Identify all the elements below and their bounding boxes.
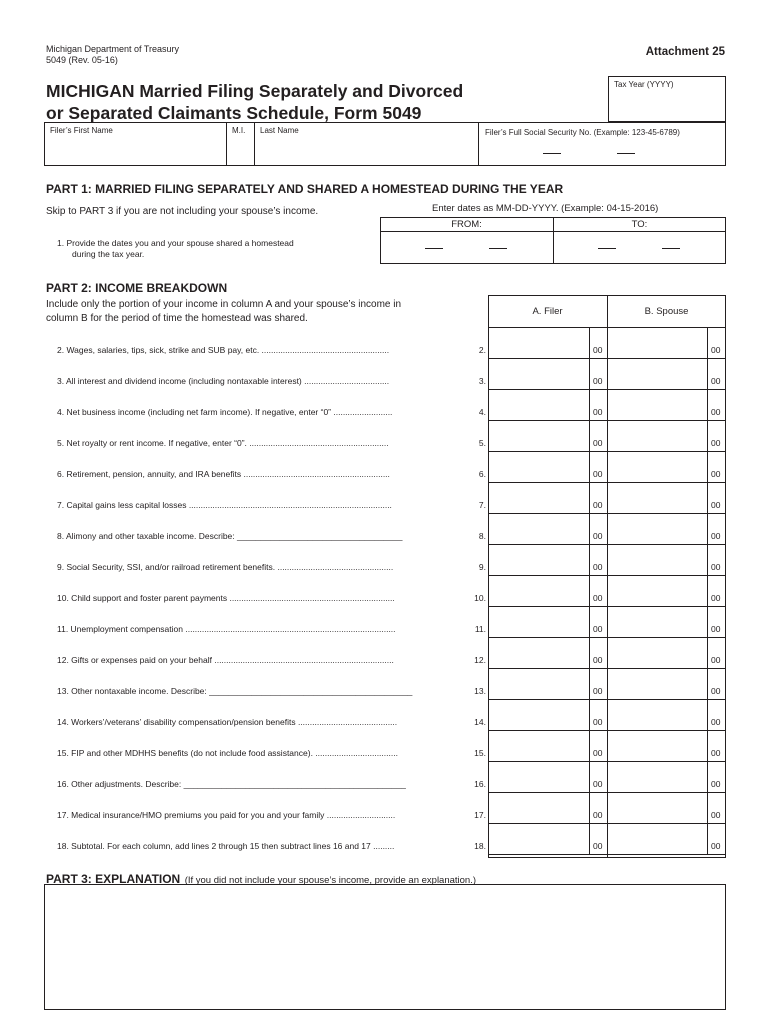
filer-cents: 00 bbox=[593, 810, 603, 820]
form-title-line1: MICHIGAN Married Filing Separately and Divorced bbox=[46, 81, 464, 101]
first-name-field[interactable] bbox=[45, 123, 225, 165]
form-title-line2: or Separated Claimants Schedule, Form 5049 bbox=[46, 103, 422, 123]
col-a-header: A. Filer bbox=[532, 306, 563, 317]
filer-amount-input[interactable] bbox=[489, 731, 588, 760]
filer-cents: 00 bbox=[593, 748, 603, 758]
ssn-label: Filer’s Full Social Security No. (Example: 123-45-6789) bbox=[485, 128, 680, 137]
filer-cents: 00 bbox=[593, 841, 603, 851]
income-line-text: 14. Workers’/veterans’ disability compensation/pension benefits .......................................... bbox=[57, 717, 398, 727]
spouse-cents: 00 bbox=[711, 655, 721, 665]
income-line-text: 9. Social Security, SSI, and/or railroad retirement benefits. ................................................. bbox=[57, 562, 394, 572]
tax-year-field[interactable] bbox=[608, 76, 726, 122]
part2-intro-line2: column B for the period of time the homestead was shared. bbox=[46, 313, 308, 324]
income-line-number: 17. bbox=[474, 810, 486, 820]
income-line-number: 5. bbox=[478, 438, 486, 448]
spouse-amount-input[interactable] bbox=[608, 545, 706, 574]
filer-amount-input[interactable] bbox=[489, 545, 588, 574]
filer-amount-input[interactable] bbox=[489, 669, 588, 698]
filer-amount-input[interactable] bbox=[489, 328, 588, 357]
spouse-cents: 00 bbox=[711, 376, 721, 386]
last-name-field[interactable] bbox=[255, 123, 477, 165]
spouse-cents: 00 bbox=[711, 717, 721, 727]
from-date-field[interactable] bbox=[381, 232, 552, 263]
filer-cents: 00 bbox=[593, 500, 603, 510]
income-line-number: 15. bbox=[474, 748, 486, 758]
mi-label: M.I. bbox=[232, 126, 246, 135]
spouse-cents: 00 bbox=[711, 779, 721, 789]
from-dash-2 bbox=[489, 248, 507, 249]
spouse-amount-input[interactable] bbox=[608, 824, 706, 853]
income-line-text: 4. Net business income (including net farm income). If negative, enter “0” ......................... bbox=[57, 407, 393, 417]
spouse-amount-input[interactable] bbox=[608, 762, 706, 791]
income-line-text: 16. Other adjustments. Describe: _______________________________________________ bbox=[57, 779, 406, 789]
part3-paren: (If you did not include your spouse’s income, provide an explanation.) bbox=[184, 875, 477, 886]
filer-cents: 00 bbox=[593, 345, 603, 355]
income-line-number: 2. bbox=[478, 345, 486, 355]
to-label: TO: bbox=[631, 219, 648, 230]
spouse-amount-input[interactable] bbox=[608, 421, 706, 450]
income-line-text: 6. Retirement, pension, annuity, and IRA benefits .............................................................. bbox=[57, 469, 390, 479]
spouse-amount-input[interactable] bbox=[608, 328, 706, 357]
ssn-dash-1 bbox=[543, 153, 561, 154]
spouse-cents: 00 bbox=[711, 531, 721, 541]
spouse-amount-input[interactable] bbox=[608, 483, 706, 512]
spouse-cents: 00 bbox=[711, 810, 721, 820]
income-line-number: 14. bbox=[474, 717, 486, 727]
filer-cents: 00 bbox=[593, 779, 603, 789]
filer-amount-input[interactable] bbox=[489, 483, 588, 512]
spouse-cents: 00 bbox=[711, 469, 721, 479]
spouse-cents: 00 bbox=[711, 500, 721, 510]
filer-cents: 00 bbox=[593, 624, 603, 634]
spouse-cents: 00 bbox=[711, 748, 721, 758]
income-line-text: 3. All interest and dividend income (including nontaxable interest) .................................... bbox=[57, 376, 390, 386]
spouse-cents: 00 bbox=[711, 841, 721, 851]
spouse-amount-input[interactable] bbox=[608, 576, 706, 605]
last-name-label: Last Name bbox=[260, 126, 299, 135]
income-line-text: 7. Capital gains less capital losses ...................................................................................... bbox=[57, 500, 392, 510]
part1-heading: PART 1: MARRIED FILING SEPARATELY AND SHARED A HOMESTEAD DURING THE YEAR bbox=[46, 182, 564, 196]
income-line-text: 13. Other nontaxable income. Describe: ___________________________________________ bbox=[57, 686, 413, 696]
ssn-dash-2 bbox=[617, 153, 635, 154]
part3-heading: PART 3: EXPLANATION bbox=[46, 872, 181, 886]
to-dash-1 bbox=[598, 248, 616, 249]
income-line-text: 2. Wages, salaries, tips, sick, strike and SUB pay, etc. ...................................................... bbox=[57, 345, 390, 355]
filer-amount-input[interactable] bbox=[489, 359, 588, 388]
filer-cents: 00 bbox=[593, 686, 603, 696]
line1-text bbox=[57, 238, 294, 260]
income-line-text: 17. Medical insurance/HMO premiums you paid for you and your family ............................. bbox=[57, 810, 396, 820]
spouse-amount-input[interactable] bbox=[608, 731, 706, 760]
spouse-cents: 00 bbox=[711, 438, 721, 448]
filer-amount-input[interactable] bbox=[489, 390, 588, 419]
department-header bbox=[46, 44, 179, 66]
income-line-number: 3. bbox=[478, 376, 486, 386]
spouse-amount-input[interactable] bbox=[608, 452, 706, 481]
attachment-number: Attachment 25 bbox=[645, 46, 725, 58]
ssn-field[interactable] bbox=[479, 123, 725, 165]
from-label: FROM: bbox=[451, 219, 482, 230]
filer-cents: 00 bbox=[593, 562, 603, 572]
income-line-number: 4. bbox=[478, 407, 486, 417]
income-line-number: 9. bbox=[478, 562, 486, 572]
income-line-number: 11. bbox=[474, 624, 486, 634]
middle-initial-field[interactable] bbox=[227, 123, 253, 165]
income-line-number: 8. bbox=[478, 531, 486, 541]
filer-cents: 00 bbox=[593, 531, 603, 541]
filer-amount-input[interactable] bbox=[489, 514, 588, 543]
explanation-field[interactable] bbox=[44, 884, 726, 1010]
spouse-cents: 00 bbox=[711, 593, 721, 603]
line1-text-b: during the tax year. bbox=[72, 249, 145, 259]
income-line-text: 15. FIP and other MDHHS benefits (do not include food assistance). ................................... bbox=[57, 748, 398, 758]
spouse-amount-input[interactable] bbox=[608, 638, 706, 667]
filer-amount-input[interactable] bbox=[489, 607, 588, 636]
filer-cents: 00 bbox=[593, 469, 603, 479]
filer-amount-input[interactable] bbox=[489, 576, 588, 605]
filer-cents: 00 bbox=[593, 655, 603, 665]
tax-year-label: Tax Year (YYYY) bbox=[614, 80, 674, 89]
income-line-number: 10. bbox=[474, 593, 486, 603]
form-title bbox=[46, 80, 463, 124]
filer-amount-input[interactable] bbox=[489, 638, 588, 667]
spouse-cents: 00 bbox=[711, 345, 721, 355]
part1-skip-text: Skip to PART 3 if you are not including your spouse’s income. bbox=[46, 206, 319, 217]
filer-cents: 00 bbox=[593, 376, 603, 386]
spouse-cents: 00 bbox=[711, 562, 721, 572]
income-line-number: 12. bbox=[474, 655, 486, 665]
filer-cents: 00 bbox=[593, 717, 603, 727]
income-line-number: 13. bbox=[474, 686, 486, 696]
income-line-text: 10. Child support and foster parent payments ...................................................................... bbox=[57, 593, 395, 603]
part2-intro bbox=[46, 298, 401, 326]
to-date-field[interactable] bbox=[554, 232, 725, 263]
part2-heading: PART 2: INCOME BREAKDOWN bbox=[46, 281, 228, 295]
filer-amount-input[interactable] bbox=[489, 421, 588, 450]
dates-note: Enter dates as MM-DD-YYYY. (Example: 04-15-2016) bbox=[432, 203, 659, 214]
spouse-amount-input[interactable] bbox=[608, 390, 706, 419]
form-revision: 5049 (Rev. 05-16) bbox=[46, 55, 118, 65]
income-line-text: 18. Subtotal. For each column, add lines 2 through 15 then subtract lines 16 and 17 ......... bbox=[57, 841, 395, 851]
filer-cents: 00 bbox=[593, 407, 603, 417]
filer-amount-input[interactable] bbox=[489, 824, 588, 853]
income-line-number: 16. bbox=[474, 779, 486, 789]
income-line-number: 18. bbox=[474, 841, 486, 851]
filer-amount-input[interactable] bbox=[489, 700, 588, 729]
filer-amount-input[interactable] bbox=[489, 793, 588, 822]
spouse-amount-input[interactable] bbox=[608, 607, 706, 636]
first-name-label: Filer’s First Name bbox=[50, 126, 113, 135]
line1-text-a: 1. Provide the dates you and your spouse shared a homestead bbox=[57, 238, 294, 248]
spouse-amount-input[interactable] bbox=[608, 700, 706, 729]
income-line-text: 8. Alimony and other taxable income. Describe: ___________________________________ bbox=[57, 531, 403, 541]
col-b-header: B. Spouse bbox=[644, 306, 689, 317]
spouse-amount-input[interactable] bbox=[608, 793, 706, 822]
spouse-cents: 00 bbox=[711, 407, 721, 417]
department-name: Michigan Department of Treasury bbox=[46, 44, 180, 54]
filer-amount-input[interactable] bbox=[489, 762, 588, 791]
spouse-amount-input[interactable] bbox=[608, 514, 706, 543]
part2-intro-line1: Include only the portion of your income in column A and your spouse’s income in bbox=[46, 299, 402, 310]
spouse-amount-input[interactable] bbox=[608, 359, 706, 388]
income-line-text: 12. Gifts or expenses paid on your behalf ............................................................................ bbox=[57, 655, 394, 665]
income-line-number: 7. bbox=[478, 500, 486, 510]
from-dash-1 bbox=[425, 248, 443, 249]
to-dash-2 bbox=[662, 248, 680, 249]
spouse-cents: 00 bbox=[711, 686, 721, 696]
spouse-amount-input[interactable] bbox=[608, 669, 706, 698]
income-line-text: 11. Unemployment compensation ......................................................................................... bbox=[57, 624, 396, 634]
filer-cents: 00 bbox=[593, 593, 603, 603]
spouse-cents: 00 bbox=[711, 624, 721, 634]
income-line-number: 6. bbox=[478, 469, 486, 479]
income-line-text: 5. Net royalty or rent income. If negative, enter “0”. ........................................................... bbox=[57, 438, 389, 448]
filer-amount-input[interactable] bbox=[489, 452, 588, 481]
filer-cents: 00 bbox=[593, 438, 603, 448]
